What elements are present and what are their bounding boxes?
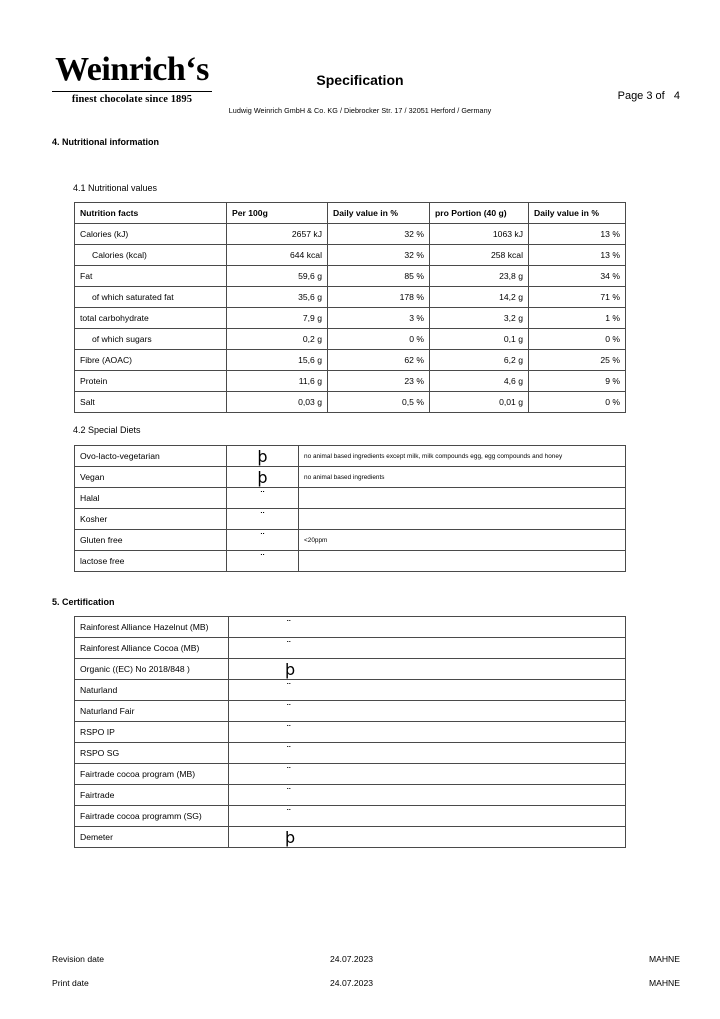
cell-portion: 14,2 g	[430, 287, 529, 308]
heading-nutritional-values: 4.1 Nutritional values	[73, 183, 158, 193]
diet-label: Gluten free	[75, 530, 227, 551]
checkbox-glyph: ¨	[286, 806, 292, 820]
cell-dv1: 62 %	[328, 350, 430, 371]
diet-label: lactose free	[75, 551, 227, 572]
checkbox-unchecked-icon[interactable]	[229, 722, 626, 743]
cell-per100g: 35,6 g	[227, 287, 328, 308]
cell-portion: 0,01 g	[430, 392, 529, 413]
table-row	[75, 530, 626, 551]
page-number-indicator: Page 3 of 4	[617, 90, 680, 102]
logo-wordmark: Weinrichʻs	[55, 51, 209, 88]
diet-label: Ovo-lacto-vegetarian	[75, 446, 227, 467]
cell-name: of which saturated fat	[75, 287, 227, 308]
nutrition-facts-table	[74, 202, 626, 413]
cell-portion: 258 kcal	[430, 245, 529, 266]
cell-dv2: 9 %	[529, 371, 626, 392]
print-user: MAHNE	[648, 978, 680, 988]
table-row	[75, 551, 626, 572]
table-row	[75, 638, 626, 659]
revision-user: MAHNE	[648, 954, 680, 964]
table-row	[75, 287, 626, 308]
checkbox-unchecked-icon[interactable]	[227, 488, 299, 509]
special-diets-table	[74, 445, 626, 572]
table-row	[75, 680, 626, 701]
table-row	[75, 701, 626, 722]
checkbox-unchecked-icon[interactable]	[229, 764, 626, 785]
checkbox-glyph: ¨	[286, 722, 292, 736]
table-row	[75, 329, 626, 350]
checkbox-checked-icon[interactable]	[229, 659, 626, 680]
cell-portion: 1063 kJ	[430, 224, 529, 245]
company-address-line: Ludwig Weinrich GmbH & Co. KG / Diebrocker Str. 17 / 32051 Herford / Germany	[228, 106, 492, 115]
diet-note: <20ppm	[299, 530, 626, 551]
revision-date-value: 24.07.2023	[330, 954, 374, 964]
checkbox-checked-icon[interactable]	[229, 827, 626, 848]
cell-name: Protein	[75, 371, 227, 392]
cell-per100g: 0,2 g	[227, 329, 328, 350]
table-row	[75, 224, 626, 245]
cell-portion: 3,2 g	[430, 308, 529, 329]
certification-label: Rainforest Alliance Cocoa (MB)	[75, 638, 229, 659]
table-row	[75, 446, 626, 467]
heading-nutritional-information: 4. Nutritional information	[52, 137, 159, 147]
cell-dv2: 0 %	[529, 392, 626, 413]
cell-per100g: 11,6 g	[227, 371, 328, 392]
checkbox-glyph: ¨	[259, 488, 266, 502]
cell-portion: 23,8 g	[430, 266, 529, 287]
cell-dv1: 3 %	[328, 308, 430, 329]
checkbox-checked-icon[interactable]	[227, 446, 299, 467]
checkbox-unchecked-icon[interactable]	[227, 530, 299, 551]
certification-label: Rainforest Alliance Hazelnut (MB)	[75, 617, 229, 638]
cell-name: Salt	[75, 392, 227, 413]
certification-label: Demeter	[75, 827, 229, 848]
checkbox-glyph: ¨	[286, 764, 292, 778]
cell-portion: 4,6 g	[430, 371, 529, 392]
cell-per100g: 2657 kJ	[227, 224, 328, 245]
cell-dv1: 23 %	[328, 371, 430, 392]
certification-label: Organic ((EC) No 2018/848 )	[75, 659, 229, 680]
checkbox-unchecked-icon[interactable]	[229, 701, 626, 722]
col-per-100g: Per 100g	[227, 203, 328, 224]
table-row	[75, 764, 626, 785]
col-daily-value-100g: Daily value in %	[328, 203, 430, 224]
diet-label: Halal	[75, 488, 227, 509]
diet-note: no animal based ingredients	[299, 467, 626, 488]
diet-note: no animal based ingredients except milk, milk compounds egg, egg compounds and honey	[299, 446, 626, 467]
table-row	[75, 308, 626, 329]
cell-dv1: 32 %	[328, 245, 430, 266]
checkbox-glyph: þ	[257, 447, 268, 466]
table-row	[75, 827, 626, 848]
diet-note	[299, 488, 626, 509]
cell-portion: 6,2 g	[430, 350, 529, 371]
col-daily-value-portion: Daily value in %	[529, 203, 626, 224]
certification-table	[74, 616, 626, 848]
checkbox-unchecked-icon[interactable]	[229, 806, 626, 827]
cell-dv2: 13 %	[529, 224, 626, 245]
table-row	[75, 488, 626, 509]
cell-dv2: 13 %	[529, 245, 626, 266]
table-row	[75, 785, 626, 806]
table-row	[75, 722, 626, 743]
table-row	[75, 509, 626, 530]
checkbox-glyph: ¨	[259, 530, 266, 544]
logo-tagline: finest chocolate since 1895	[71, 93, 193, 105]
cell-per100g: 644 kcal	[227, 245, 328, 266]
cell-per100g: 15,6 g	[227, 350, 328, 371]
checkbox-glyph: ¨	[286, 743, 292, 757]
checkbox-glyph: ¨	[286, 638, 292, 652]
checkbox-unchecked-icon[interactable]	[229, 743, 626, 764]
cell-name: Calories (kJ)	[75, 224, 227, 245]
diet-note	[299, 551, 626, 572]
checkbox-unchecked-icon[interactable]	[229, 785, 626, 806]
cell-name: of which sugars	[75, 329, 227, 350]
table-row	[75, 245, 626, 266]
certification-label: Naturland	[75, 680, 229, 701]
checkbox-glyph: ¨	[286, 785, 292, 799]
cell-dv1: 178 %	[328, 287, 430, 308]
table-row	[75, 617, 626, 638]
cell-dv2: 34 %	[529, 266, 626, 287]
certification-label: RSPO IP	[75, 722, 229, 743]
checkbox-unchecked-icon[interactable]	[229, 617, 626, 638]
checkbox-glyph: þ	[285, 828, 296, 847]
table-row	[75, 350, 626, 371]
cell-per100g: 0,03 g	[227, 392, 328, 413]
checkbox-unchecked-icon[interactable]	[227, 551, 299, 572]
cell-per100g: 59,6 g	[227, 266, 328, 287]
page-title: Specification	[316, 72, 404, 88]
certification-label: Naturland Fair	[75, 701, 229, 722]
cell-dv2: 71 %	[529, 287, 626, 308]
table-row	[75, 392, 626, 413]
table-row	[75, 371, 626, 392]
page-header	[0, 0, 720, 125]
col-nutrition-facts: Nutrition facts	[75, 203, 227, 224]
table-row	[75, 659, 626, 680]
certification-label: Fairtrade cocoa programm (SG)	[75, 806, 229, 827]
diet-label: Vegan	[75, 467, 227, 488]
cell-dv1: 0,5 %	[328, 392, 430, 413]
checkbox-glyph: ¨	[286, 701, 292, 715]
cell-name: Calories (kcal)	[75, 245, 227, 266]
checkbox-glyph: ¨	[286, 617, 292, 631]
cell-dv1: 0 %	[328, 329, 430, 350]
cell-dv1: 32 %	[328, 224, 430, 245]
print-date-value: 24.07.2023	[330, 978, 374, 988]
cell-name: total carbohydrate	[75, 308, 227, 329]
heading-special-diets: 4.2 Special Diets	[73, 425, 141, 435]
col-pro-portion: pro Portion (40 g)	[430, 203, 529, 224]
certification-label: Fairtrade	[75, 785, 229, 806]
checkbox-glyph: þ	[285, 660, 296, 679]
print-date-label: Print date	[52, 978, 89, 988]
cell-dv1: 85 %	[328, 266, 430, 287]
cell-name: Fat	[75, 266, 227, 287]
heading-certification: 5. Certification	[52, 597, 115, 607]
checkbox-glyph: ¨	[259, 551, 266, 565]
logo-divider	[52, 91, 212, 92]
cell-dv2: 1 %	[529, 308, 626, 329]
revision-date-label: Revision date	[52, 954, 105, 964]
checkbox-unchecked-icon[interactable]	[227, 509, 299, 530]
table-row	[75, 743, 626, 764]
checkbox-checked-icon[interactable]	[227, 467, 299, 488]
checkbox-unchecked-icon[interactable]	[229, 638, 626, 659]
certification-label: RSPO SG	[75, 743, 229, 764]
table-row	[75, 467, 626, 488]
cell-dv2: 0 %	[529, 329, 626, 350]
diet-label: Kosher	[75, 509, 227, 530]
checkbox-glyph: ¨	[286, 680, 292, 694]
checkbox-glyph: ¨	[259, 509, 266, 523]
certification-label: Fairtrade cocoa program (MB)	[75, 764, 229, 785]
cell-portion: 0,1 g	[430, 329, 529, 350]
cell-per100g: 7,9 g	[227, 308, 328, 329]
diet-note	[299, 509, 626, 530]
table-row	[75, 266, 626, 287]
table-row	[75, 806, 626, 827]
cell-name: Fibre (AOAC)	[75, 350, 227, 371]
table-header-row	[75, 203, 626, 224]
checkbox-glyph: þ	[257, 468, 268, 487]
cell-dv2: 25 %	[529, 350, 626, 371]
checkbox-unchecked-icon[interactable]	[229, 680, 626, 701]
